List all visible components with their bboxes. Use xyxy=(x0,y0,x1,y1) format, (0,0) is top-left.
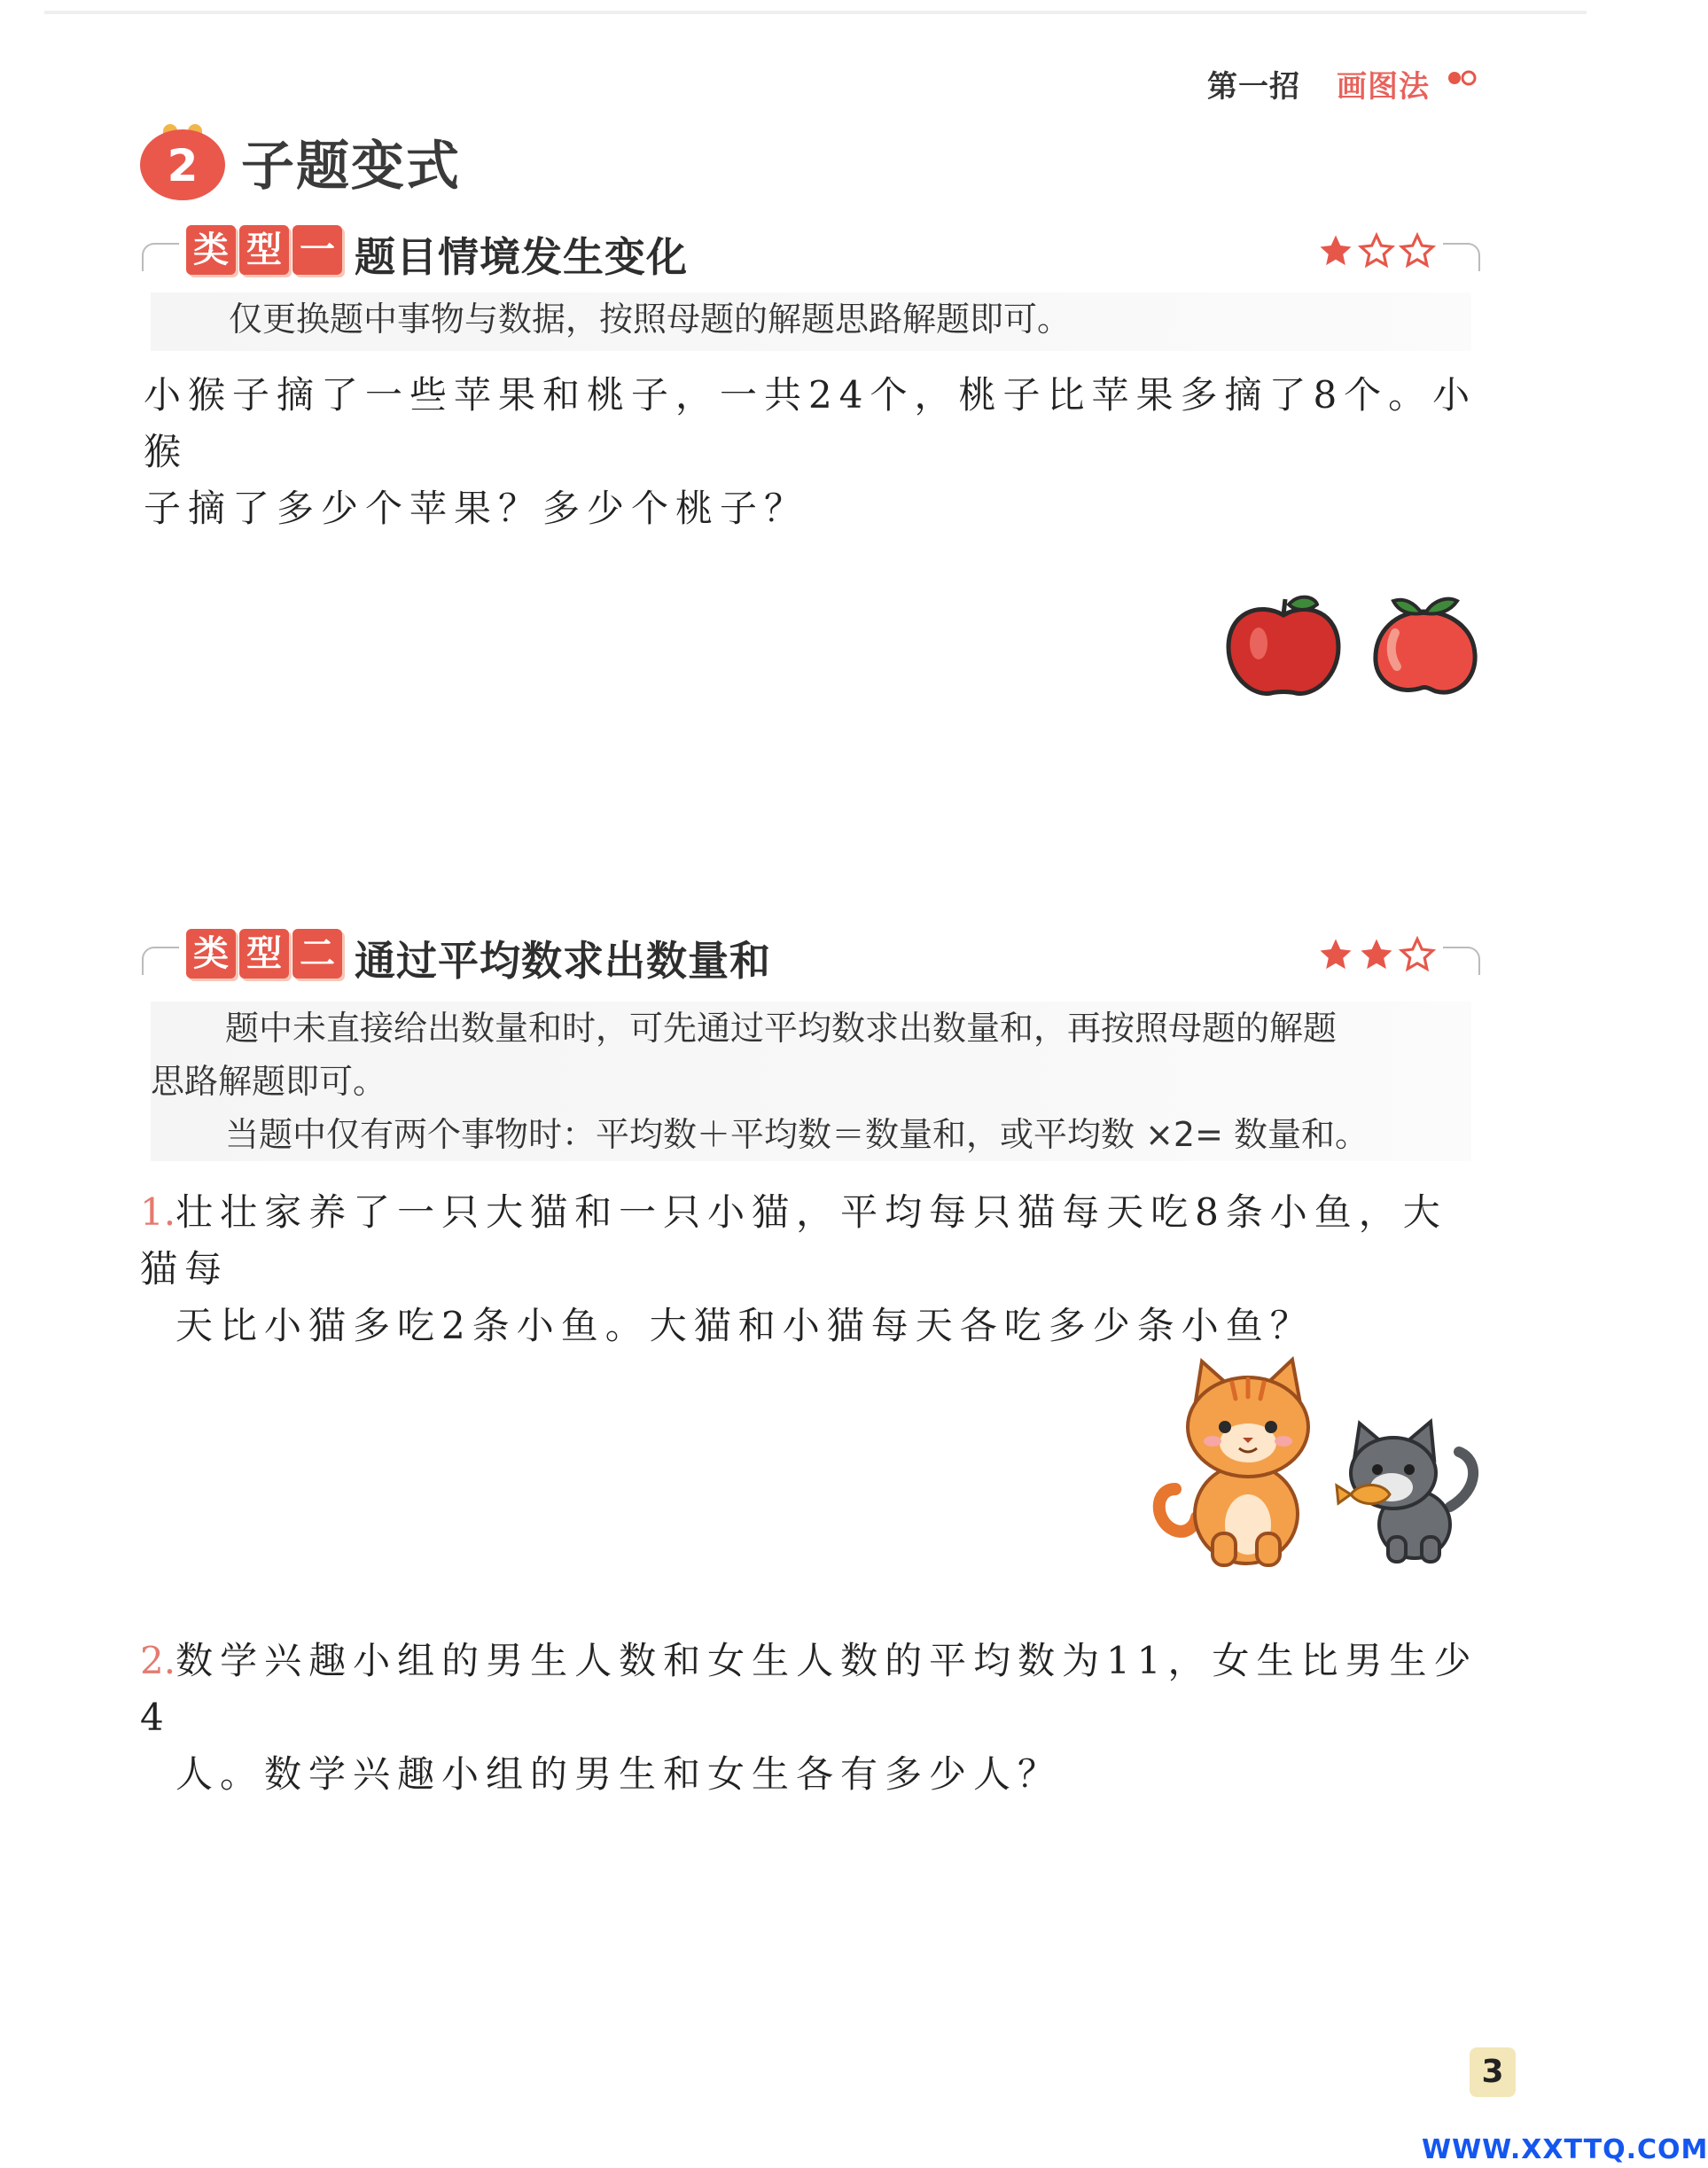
problem-1: 1.壮壮家养了一只大猫和一只小猫，平均每只猫每天吃8条小鱼，大猫每 天比小猫多吃2条小鱼。大猫和小猫每天各吃多少条小鱼？ xyxy=(140,1190,1447,1347)
top-rule xyxy=(44,11,1587,14)
section-title: 子题变式 xyxy=(241,136,461,198)
apple-illustration xyxy=(1223,592,1344,698)
star-filled-icon xyxy=(1317,936,1354,973)
star-filled-icon xyxy=(1317,232,1354,269)
star-outline-icon xyxy=(1358,232,1395,269)
page-number: 3 xyxy=(1470,2047,1516,2097)
type-one-title: 题目情境发生变化 xyxy=(355,233,688,281)
problem-2: 2.数学兴趣小组的男生人数和女生人数的平均数为11，女生比男生少4 人。数学兴趣小组的男生和女生各有多少人？ xyxy=(140,1639,1478,1796)
type-one-problem: 小猴子摘了一些苹果和桃子，一共24个，桃子比苹果多摘了8个。小猴 子摘了多少个苹果？多少个桃子？ xyxy=(144,373,1478,530)
star-filled-icon xyxy=(1358,936,1395,973)
type-two-note: 题中未直接给出数量和时，可先通过平均数求出数量和，再按照母题的解题 思路解题即可。 当题中仅有两个事物时：平均数＋平均数＝数量和，或平均数 ×2= 数量和。 xyxy=(151,1002,1471,1161)
section-badge xyxy=(140,124,225,200)
section-number: 2 xyxy=(140,129,225,200)
type-one-note: 仅更换题中事物与数据，按照母题的解题思路解题即可。 xyxy=(151,292,1471,351)
star-outline-icon xyxy=(1399,936,1436,973)
watermark: WWW.XXTTQ.COM xyxy=(1422,2134,1708,2165)
cats-illustration xyxy=(1150,1356,1480,1569)
type-two-heading xyxy=(142,925,1480,996)
header-chapter: 第一招 xyxy=(1207,69,1300,105)
star-outline-icon xyxy=(1399,232,1436,269)
type-one-heading xyxy=(142,222,1480,292)
dots-icon xyxy=(1447,67,1482,89)
type-two-tag: 类 型 二 xyxy=(186,929,346,979)
type-one-tag: 类 型 一 xyxy=(186,225,346,275)
peach-illustration xyxy=(1369,585,1480,698)
difficulty-stars xyxy=(1317,232,1436,269)
header-method: 画图法 xyxy=(1337,69,1430,105)
type-two-title: 通过平均数求出数量和 xyxy=(355,937,771,985)
difficulty-stars xyxy=(1317,936,1436,973)
